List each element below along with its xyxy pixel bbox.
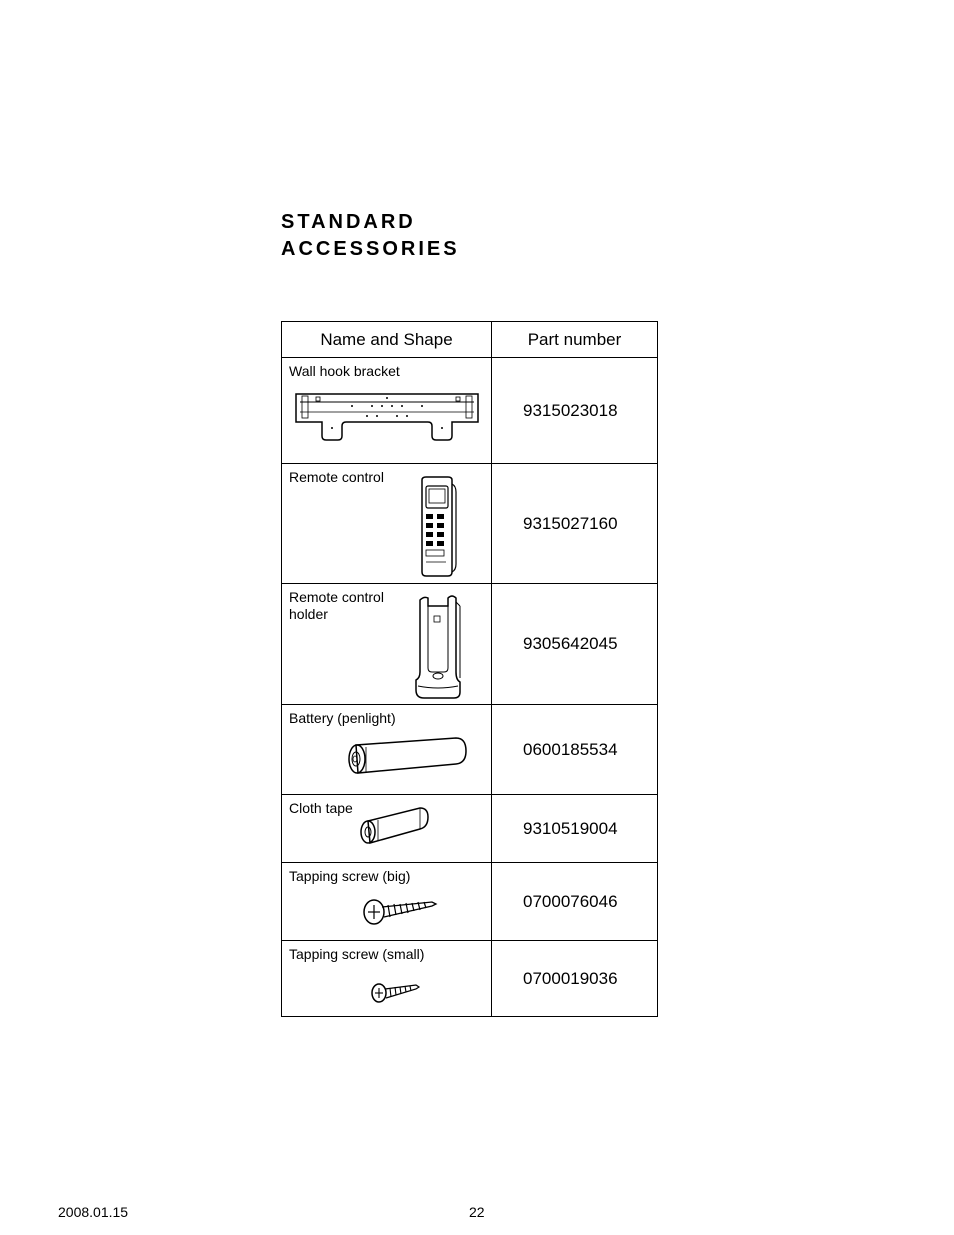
name-shape-cell <box>282 464 492 584</box>
table-row <box>282 705 658 795</box>
page-number: 22 <box>469 1204 485 1220</box>
item-name: Cloth tape <box>289 800 353 816</box>
header-part-number: Part number <box>492 322 658 358</box>
tapping-screw-small-icon <box>370 977 422 1005</box>
part-number: 0600185534 <box>492 705 658 795</box>
name-shape-cell <box>282 941 492 1017</box>
footer-date: 2008.01.15 <box>58 1204 129 1220</box>
accessories-table <box>281 321 658 1017</box>
wall-hook-bracket-icon <box>292 388 482 444</box>
part-number: 0700076046 <box>492 863 658 941</box>
title-line-1: STANDARD <box>281 211 416 233</box>
part-number: 9315027160 <box>492 464 658 584</box>
table-row <box>282 584 658 705</box>
table-header-row <box>282 322 658 358</box>
header-name-and-shape: Name and Shape <box>282 322 492 358</box>
table-row <box>282 464 658 584</box>
part-number: 9315023018 <box>492 358 658 464</box>
item-name: Tapping screw (small) <box>289 946 425 962</box>
name-shape-cell <box>282 795 492 863</box>
tapping-screw-big-icon <box>362 893 438 927</box>
remote-control-holder-icon <box>410 592 466 700</box>
table-row <box>282 863 658 941</box>
table-row <box>282 941 658 1017</box>
name-shape-cell <box>282 705 492 795</box>
name-shape-cell <box>282 584 492 705</box>
item-name: Remote control <box>289 469 384 485</box>
item-name: Battery (penlight) <box>289 710 396 726</box>
table-row <box>282 358 658 464</box>
cloth-tape-icon <box>358 805 432 847</box>
title-line-2: ACCESSORIES <box>281 238 460 260</box>
remote-control-icon <box>416 476 458 578</box>
item-name: Wall hook bracket <box>289 363 400 379</box>
name-shape-cell <box>282 358 492 464</box>
page-title <box>281 209 460 263</box>
part-number: 9310519004 <box>492 795 658 863</box>
part-number: 9305642045 <box>492 584 658 705</box>
item-name: Remote control holder <box>289 589 384 622</box>
battery-icon <box>344 735 470 779</box>
item-name: Tapping screw (big) <box>289 868 411 884</box>
table-row <box>282 795 658 863</box>
part-number: 0700019036 <box>492 941 658 1017</box>
name-shape-cell <box>282 863 492 941</box>
